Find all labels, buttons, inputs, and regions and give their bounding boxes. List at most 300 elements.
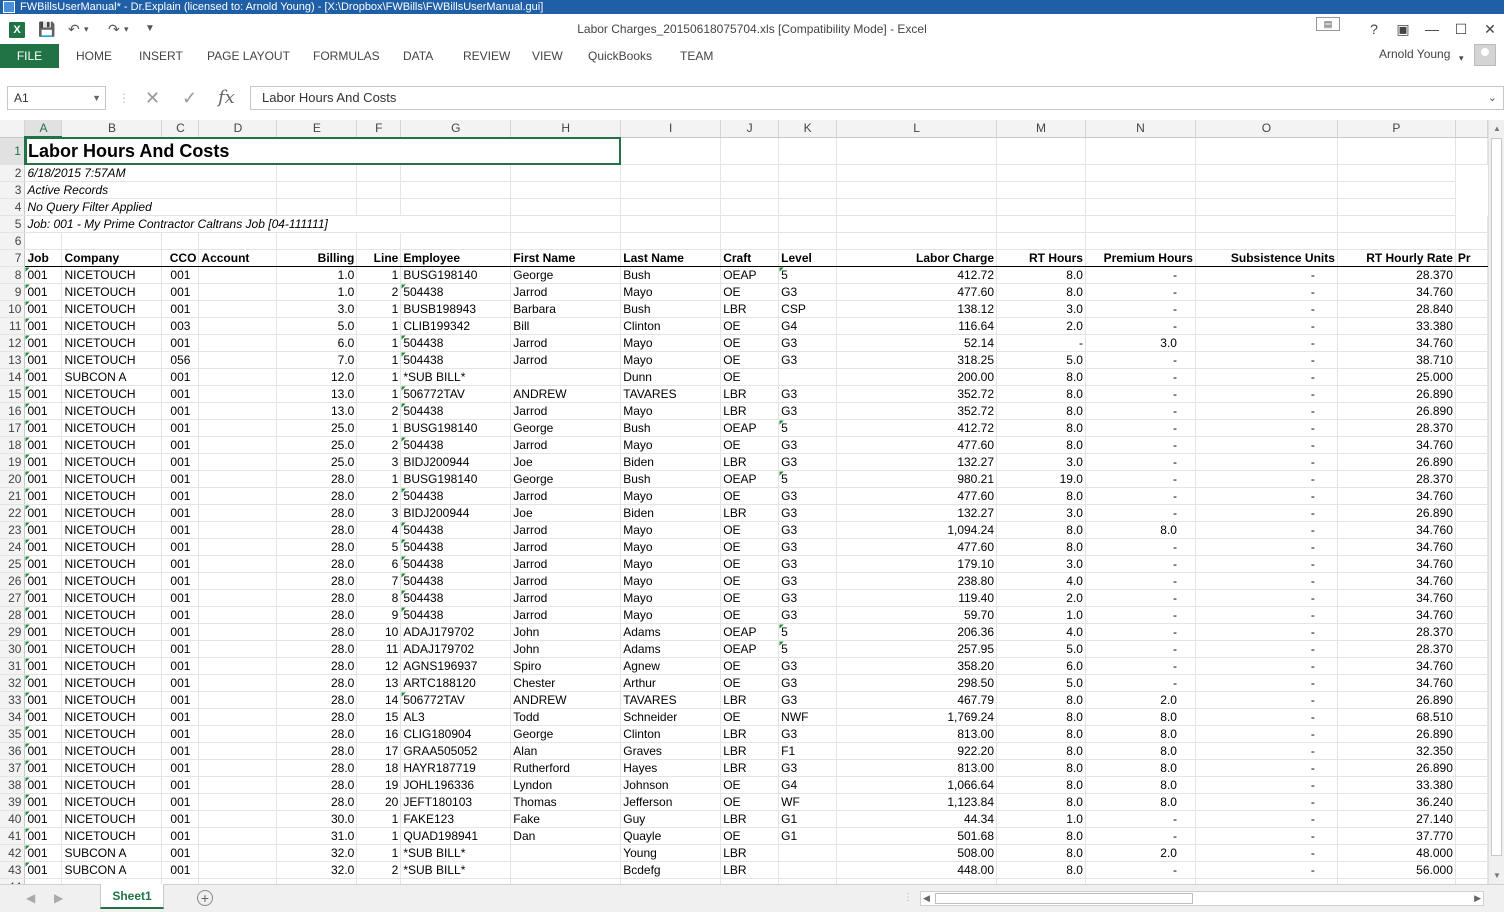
report-date[interactable]: 6/18/2015 7:57AM: [25, 165, 277, 182]
cell[interactable]: [1455, 658, 1487, 675]
cell[interactable]: 1: [357, 811, 401, 828]
cell[interactable]: 1: [357, 845, 401, 862]
cell[interactable]: 28.0: [277, 794, 357, 811]
cell[interactable]: NICETOUCH: [62, 658, 162, 675]
cell[interactable]: NWF: [779, 709, 837, 726]
redo-icon[interactable]: ↷: [108, 21, 120, 37]
cell[interactable]: NICETOUCH: [62, 488, 162, 505]
cell[interactable]: LBR: [721, 386, 779, 403]
cell[interactable]: -: [1085, 607, 1195, 624]
cell[interactable]: G3: [779, 760, 837, 777]
tab-team[interactable]: TEAM: [680, 49, 714, 63]
cell[interactable]: [199, 454, 277, 471]
cell[interactable]: 506772TAV: [401, 386, 511, 403]
cell[interactable]: NICETOUCH: [62, 573, 162, 590]
cell[interactable]: 26.890: [1337, 760, 1455, 777]
cell[interactable]: NICETOUCH: [62, 267, 162, 284]
column-header[interactable]: O: [1195, 120, 1337, 137]
cell[interactable]: 001: [162, 437, 199, 454]
cell[interactable]: 1,123.84: [837, 794, 997, 811]
header-cell[interactable]: RT Hourly Rate: [1337, 250, 1455, 267]
cell[interactable]: 504438: [401, 607, 511, 624]
row-header[interactable]: 12: [0, 335, 25, 352]
cell[interactable]: -: [1085, 811, 1195, 828]
cell[interactable]: NICETOUCH: [62, 624, 162, 641]
cell[interactable]: 12: [357, 658, 401, 675]
cell[interactable]: [199, 641, 277, 658]
column-header[interactable]: L: [837, 120, 997, 137]
cell[interactable]: [199, 522, 277, 539]
cell[interactable]: G3: [779, 522, 837, 539]
cell[interactable]: 8.0: [997, 522, 1086, 539]
cell[interactable]: [1455, 760, 1487, 777]
cell[interactable]: NICETOUCH: [62, 420, 162, 437]
cell[interactable]: -: [1195, 845, 1337, 862]
cell[interactable]: Hayes: [621, 760, 721, 777]
cell[interactable]: 001: [25, 573, 62, 590]
row-header[interactable]: 17: [0, 420, 25, 437]
cell[interactable]: 8.0: [997, 828, 1086, 845]
cell[interactable]: [199, 828, 277, 845]
cell[interactable]: -: [1195, 471, 1337, 488]
cell[interactable]: 28.0: [277, 675, 357, 692]
cell[interactable]: 3.0: [997, 556, 1086, 573]
cell[interactable]: 001: [162, 386, 199, 403]
cell[interactable]: [199, 318, 277, 335]
cell[interactable]: 8.0: [997, 420, 1086, 437]
cell[interactable]: LBR: [721, 403, 779, 420]
cell[interactable]: NICETOUCH: [62, 505, 162, 522]
cell[interactable]: -: [1195, 505, 1337, 522]
cell[interactable]: -: [1195, 369, 1337, 386]
cell[interactable]: 477.60: [837, 488, 997, 505]
cell[interactable]: G3: [779, 658, 837, 675]
cell[interactable]: 2.0: [997, 318, 1086, 335]
cell[interactable]: LBR: [721, 301, 779, 318]
cell[interactable]: -: [1195, 522, 1337, 539]
cell[interactable]: 298.50: [837, 675, 997, 692]
cell[interactable]: -: [1085, 454, 1195, 471]
row-header[interactable]: 29: [0, 624, 25, 641]
header-cell[interactable]: Premium Hours: [1085, 250, 1195, 267]
cell[interactable]: G3: [779, 488, 837, 505]
cell[interactable]: [199, 726, 277, 743]
cell[interactable]: OE: [721, 590, 779, 607]
cell[interactable]: [1455, 845, 1487, 862]
cell[interactable]: G3: [779, 284, 837, 301]
cell[interactable]: [199, 420, 277, 437]
report-job[interactable]: Job: 001 - My Prime Contractor Caltrans Job [04-111111]: [25, 216, 511, 233]
cell[interactable]: 001: [162, 658, 199, 675]
cell[interactable]: [1455, 386, 1487, 403]
cell[interactable]: 001: [25, 743, 62, 760]
cell[interactable]: 138.12: [837, 301, 997, 318]
cell[interactable]: 6: [357, 556, 401, 573]
cell[interactable]: 257.95: [837, 641, 997, 658]
cell[interactable]: TAVARES: [621, 386, 721, 403]
cell[interactable]: [199, 403, 277, 420]
cell[interactable]: 3.0: [1085, 335, 1195, 352]
cell[interactable]: OE: [721, 284, 779, 301]
cell[interactable]: OE: [721, 794, 779, 811]
cell[interactable]: -: [1195, 709, 1337, 726]
cell[interactable]: 8.0: [1085, 709, 1195, 726]
cell[interactable]: NICETOUCH: [62, 318, 162, 335]
cell[interactable]: NICETOUCH: [62, 437, 162, 454]
row-header[interactable]: 16: [0, 403, 25, 420]
cell[interactable]: OEAP: [721, 420, 779, 437]
cell[interactable]: 001: [162, 777, 199, 794]
tab-home[interactable]: HOME: [76, 49, 112, 63]
cell[interactable]: Mayo: [621, 437, 721, 454]
cell[interactable]: 5: [357, 539, 401, 556]
row-header[interactable]: 26: [0, 573, 25, 590]
cell[interactable]: -: [1195, 726, 1337, 743]
cell[interactable]: Bush: [621, 301, 721, 318]
cell[interactable]: 20: [357, 794, 401, 811]
cell[interactable]: -: [1085, 590, 1195, 607]
cell[interactable]: 18: [357, 760, 401, 777]
cell[interactable]: -: [1195, 386, 1337, 403]
cell[interactable]: 001: [162, 794, 199, 811]
cell[interactable]: BIDJ200944: [401, 505, 511, 522]
cell[interactable]: 19: [357, 777, 401, 794]
row-header[interactable]: 31: [0, 658, 25, 675]
cell[interactable]: 8.0: [1085, 794, 1195, 811]
tab-quickbooks[interactable]: QuickBooks: [588, 49, 653, 63]
cell[interactable]: [199, 301, 277, 318]
cell[interactable]: 001: [25, 454, 62, 471]
cell[interactable]: Adams: [621, 641, 721, 658]
cell[interactable]: -: [1195, 301, 1337, 318]
column-header[interactable]: B: [62, 120, 162, 137]
cell[interactable]: G3: [779, 335, 837, 352]
row-header[interactable]: 40: [0, 811, 25, 828]
cell[interactable]: 477.60: [837, 539, 997, 556]
cell[interactable]: 6.0: [997, 658, 1086, 675]
cell[interactable]: NICETOUCH: [62, 454, 162, 471]
cell[interactable]: 28.840: [1337, 301, 1455, 318]
cell[interactable]: OE: [721, 573, 779, 590]
cell[interactable]: 001: [162, 726, 199, 743]
cell[interactable]: Mayo: [621, 539, 721, 556]
cell[interactable]: 132.27: [837, 505, 997, 522]
cell[interactable]: LBR: [721, 726, 779, 743]
cell[interactable]: 26.890: [1337, 726, 1455, 743]
cell[interactable]: OE: [721, 369, 779, 386]
cell[interactable]: 8.0: [997, 403, 1086, 420]
cell[interactable]: 1: [357, 369, 401, 386]
row-header[interactable]: 41: [0, 828, 25, 845]
cell[interactable]: -: [1195, 556, 1337, 573]
cell[interactable]: G3: [779, 437, 837, 454]
cell[interactable]: 2.0: [1085, 692, 1195, 709]
cell[interactable]: [199, 505, 277, 522]
cell[interactable]: -: [1195, 692, 1337, 709]
cell[interactable]: 001: [25, 845, 62, 862]
cell[interactable]: 1,769.24: [837, 709, 997, 726]
header-cell[interactable]: Billing: [277, 250, 357, 267]
cell[interactable]: 001: [162, 845, 199, 862]
cell[interactable]: [199, 352, 277, 369]
cell[interactable]: NICETOUCH: [62, 590, 162, 607]
cell[interactable]: 001: [162, 709, 199, 726]
cell[interactable]: 28.0: [277, 743, 357, 760]
cell[interactable]: LBR: [721, 454, 779, 471]
cell[interactable]: [1455, 607, 1487, 624]
cell[interactable]: 8.0: [1085, 726, 1195, 743]
cell[interactable]: 001: [162, 607, 199, 624]
cell[interactable]: 001: [25, 471, 62, 488]
cell[interactable]: *SUB BILL*: [401, 369, 511, 386]
cell[interactable]: 001: [162, 284, 199, 301]
column-header[interactable]: [1455, 120, 1487, 137]
cell[interactable]: -: [1195, 420, 1337, 437]
cell[interactable]: 27.140: [1337, 811, 1455, 828]
cell[interactable]: [1455, 692, 1487, 709]
cell[interactable]: Arthur: [621, 675, 721, 692]
cell[interactable]: [1455, 777, 1487, 794]
prev-sheet-icon[interactable]: ◀: [26, 891, 36, 905]
cell[interactable]: LBR: [721, 811, 779, 828]
cell[interactable]: [1455, 488, 1487, 505]
report-filter[interactable]: No Query Filter Applied: [25, 199, 277, 216]
cell[interactable]: 001: [162, 556, 199, 573]
cell[interactable]: Jarrod: [511, 590, 621, 607]
column-header[interactable]: F: [357, 120, 401, 137]
cell[interactable]: -: [1085, 301, 1195, 318]
column-header[interactable]: P: [1337, 120, 1455, 137]
cell[interactable]: Bill: [511, 318, 621, 335]
cell[interactable]: NICETOUCH: [62, 556, 162, 573]
cell[interactable]: 8.0: [997, 267, 1086, 284]
cell[interactable]: 1,066.64: [837, 777, 997, 794]
cell[interactable]: 31.0: [277, 828, 357, 845]
cell[interactable]: [199, 794, 277, 811]
cell[interactable]: Mayo: [621, 403, 721, 420]
cell[interactable]: 33.380: [1337, 777, 1455, 794]
row-header[interactable]: 28: [0, 607, 25, 624]
cell[interactable]: BIDJ200944: [401, 454, 511, 471]
cell[interactable]: OE: [721, 539, 779, 556]
cell[interactable]: 001: [162, 692, 199, 709]
row-header[interactable]: 39: [0, 794, 25, 811]
cell[interactable]: Jarrod: [511, 403, 621, 420]
cell[interactable]: 001: [162, 573, 199, 590]
cell[interactable]: Young: [621, 845, 721, 862]
undo-dropdown-icon[interactable]: ▾: [84, 24, 89, 34]
cell[interactable]: 5.0: [997, 352, 1086, 369]
cell[interactable]: Fake: [511, 811, 621, 828]
row-header[interactable]: 24: [0, 539, 25, 556]
cell[interactable]: AGNS196937: [401, 658, 511, 675]
undo-icon[interactable]: ↶: [68, 21, 80, 37]
header-cell[interactable]: Craft: [721, 250, 779, 267]
cell[interactable]: 14: [357, 692, 401, 709]
header-cell[interactable]: Labor Charge: [837, 250, 997, 267]
cell[interactable]: NICETOUCH: [62, 471, 162, 488]
cell[interactable]: 448.00: [837, 862, 997, 879]
cell[interactable]: G3: [779, 403, 837, 420]
cell[interactable]: 8.0: [997, 845, 1086, 862]
insert-function-icon[interactable]: fx: [218, 87, 235, 108]
cell[interactable]: 25.0: [277, 420, 357, 437]
cell[interactable]: George: [511, 420, 621, 437]
cell[interactable]: G3: [779, 556, 837, 573]
cell[interactable]: 001: [162, 641, 199, 658]
cell[interactable]: 5.0: [997, 675, 1086, 692]
cell[interactable]: 8: [357, 590, 401, 607]
cell[interactable]: 001: [25, 828, 62, 845]
close-icon[interactable]: ✕: [1484, 21, 1496, 37]
cell[interactable]: 001: [162, 505, 199, 522]
cell[interactable]: 8.0: [997, 726, 1086, 743]
cell[interactable]: 001: [25, 522, 62, 539]
cell[interactable]: 7.0: [277, 352, 357, 369]
cell[interactable]: 28.0: [277, 641, 357, 658]
cell[interactable]: John: [511, 641, 621, 658]
cell[interactable]: 506772TAV: [401, 692, 511, 709]
cell[interactable]: 5: [779, 624, 837, 641]
cell[interactable]: 504438: [401, 522, 511, 539]
cell[interactable]: 28.0: [277, 573, 357, 590]
ribbon-options-icon[interactable]: ▣: [1396, 21, 1410, 37]
cell[interactable]: NICETOUCH: [62, 301, 162, 318]
cell[interactable]: QUAD198941: [401, 828, 511, 845]
cell[interactable]: 34.760: [1337, 607, 1455, 624]
cell[interactable]: [199, 692, 277, 709]
cell[interactable]: 504438: [401, 539, 511, 556]
cell[interactable]: 28.0: [277, 726, 357, 743]
cell[interactable]: 56.000: [1337, 862, 1455, 879]
cell[interactable]: HAYR187719: [401, 760, 511, 777]
cell[interactable]: OE: [721, 658, 779, 675]
cell[interactable]: 001: [162, 828, 199, 845]
row-header[interactable]: 20: [0, 471, 25, 488]
cell[interactable]: G3: [779, 539, 837, 556]
cell[interactable]: 25.0: [277, 437, 357, 454]
row-header[interactable]: 22: [0, 505, 25, 522]
cell[interactable]: [1455, 726, 1487, 743]
cell[interactable]: [199, 590, 277, 607]
cell[interactable]: -: [1085, 828, 1195, 845]
vertical-scroll-thumb[interactable]: [1491, 138, 1502, 856]
cell[interactable]: 28.0: [277, 505, 357, 522]
cell[interactable]: 504438: [401, 573, 511, 590]
cell[interactable]: 26.890: [1337, 403, 1455, 420]
cell[interactable]: NICETOUCH: [62, 335, 162, 352]
row-header[interactable]: 43: [0, 862, 25, 879]
cell[interactable]: [1455, 811, 1487, 828]
cell[interactable]: Jarrod: [511, 488, 621, 505]
cell[interactable]: 001: [162, 862, 199, 879]
header-cell[interactable]: Company: [62, 250, 162, 267]
cell[interactable]: [1455, 539, 1487, 556]
cell[interactable]: 813.00: [837, 760, 997, 777]
cell[interactable]: [1455, 352, 1487, 369]
cell[interactable]: 352.72: [837, 386, 997, 403]
cell[interactable]: *SUB BILL*: [401, 845, 511, 862]
cell[interactable]: G4: [779, 318, 837, 335]
cell[interactable]: [1455, 454, 1487, 471]
cell[interactable]: OE: [721, 335, 779, 352]
cell[interactable]: 412.72: [837, 420, 997, 437]
cell[interactable]: Bcdefg: [621, 862, 721, 879]
cell[interactable]: OE: [721, 828, 779, 845]
row-header[interactable]: 32: [0, 675, 25, 692]
cell[interactable]: OEAP: [721, 267, 779, 284]
cell[interactable]: 001: [25, 862, 62, 879]
cell[interactable]: [779, 369, 837, 386]
cell[interactable]: NICETOUCH: [62, 522, 162, 539]
cell[interactable]: 2: [357, 403, 401, 420]
cell[interactable]: ANDREW: [511, 692, 621, 709]
cell[interactable]: G3: [779, 692, 837, 709]
column-header[interactable]: A: [25, 120, 62, 137]
row-header[interactable]: 34: [0, 709, 25, 726]
cell[interactable]: -: [1195, 760, 1337, 777]
cell[interactable]: 34.760: [1337, 437, 1455, 454]
cell[interactable]: -: [1195, 335, 1337, 352]
cell[interactable]: 001: [25, 318, 62, 335]
cell[interactable]: -: [1085, 284, 1195, 301]
cell[interactable]: 467.79: [837, 692, 997, 709]
cell[interactable]: [1455, 505, 1487, 522]
cell[interactable]: Jarrod: [511, 556, 621, 573]
cell[interactable]: 8.0: [997, 692, 1086, 709]
redo-dropdown-icon[interactable]: ▾: [124, 24, 129, 34]
cell[interactable]: ARTC188120: [401, 675, 511, 692]
cell[interactable]: 28.0: [277, 777, 357, 794]
header-cell[interactable]: Pr: [1455, 250, 1487, 267]
cell[interactable]: Jarrod: [511, 573, 621, 590]
horizontal-scrollbar[interactable]: [920, 891, 1484, 906]
cell[interactable]: NICETOUCH: [62, 386, 162, 403]
cell[interactable]: 3.0: [997, 301, 1086, 318]
cell[interactable]: 001: [25, 488, 62, 505]
cell[interactable]: 5: [779, 267, 837, 284]
cell[interactable]: 1: [357, 352, 401, 369]
cell[interactable]: 17: [357, 743, 401, 760]
cell[interactable]: 36.240: [1337, 794, 1455, 811]
cell[interactable]: OE: [721, 556, 779, 573]
worksheet-grid[interactable]: [0, 120, 1488, 884]
cell[interactable]: 8.0: [997, 539, 1086, 556]
row-header[interactable]: 36: [0, 743, 25, 760]
cell[interactable]: [511, 369, 621, 386]
cell[interactable]: [199, 573, 277, 590]
cell[interactable]: [1455, 284, 1487, 301]
ribbon-display-icon[interactable]: ▤: [1316, 17, 1340, 31]
cell[interactable]: SUBCON A: [62, 845, 162, 862]
cell[interactable]: 001: [25, 352, 62, 369]
cell[interactable]: 28.370: [1337, 471, 1455, 488]
cell[interactable]: [199, 607, 277, 624]
cell[interactable]: 3: [357, 454, 401, 471]
cell[interactable]: 5: [779, 641, 837, 658]
cell[interactable]: 4.0: [997, 573, 1086, 590]
cell[interactable]: 13.0: [277, 403, 357, 420]
cell[interactable]: 32.0: [277, 845, 357, 862]
cell[interactable]: 13: [357, 675, 401, 692]
cell[interactable]: Joe: [511, 454, 621, 471]
cell[interactable]: Mayo: [621, 522, 721, 539]
cell[interactable]: [511, 845, 621, 862]
cell[interactable]: 001: [25, 794, 62, 811]
scroll-left-icon[interactable]: ◀: [923, 893, 930, 903]
header-cell[interactable]: First Name: [511, 250, 621, 267]
cell[interactable]: 26.890: [1337, 454, 1455, 471]
